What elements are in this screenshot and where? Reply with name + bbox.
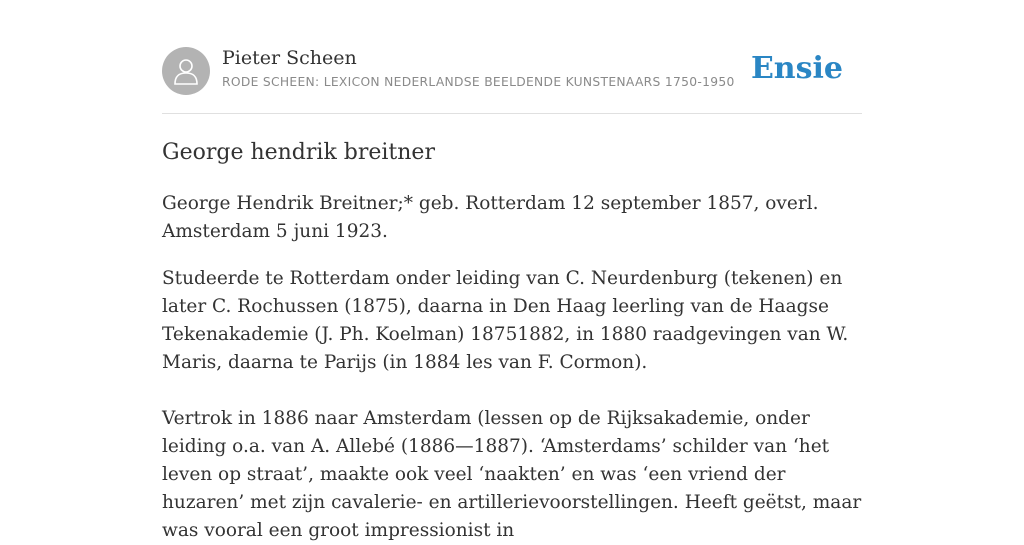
author-name[interactable]: Pieter Scheen [222, 47, 357, 69]
avatar[interactable] [162, 47, 210, 95]
user-silhouette-icon [172, 56, 200, 86]
header-divider [162, 113, 862, 114]
paragraph-intro: George Hendrik Breitner;* geb. Rotterdam 12 september 1857, overl. Amsterdam 5 juni 1923. [162, 193, 819, 242]
brand-logo[interactable]: Ensie [750, 51, 843, 86]
article-header [162, 47, 862, 97]
paragraph-career: Vertrok in 1886 naar Amsterdam (lessen op de Rijksakademie, onder leiding o.a. van A. Allebé (1886—1887). ‘Amsterdams’ schilder van ‘het leven op straat’, maakte ook veel ‘naakten’ en was ‘een vriend der huzaren’ met zijn cavalerie- en artillerievoorstellingen. Heeft geëtst, maar was vooral een groot impressionist in [162, 408, 862, 541]
source-title[interactable]: RODE SCHEEN: LEXICON NEDERLANDSE BEELDENDE KUNSTENAARS 1750-1950 [222, 75, 735, 89]
page-title: George hendrik breitner [162, 140, 435, 165]
article-page [162, 0, 862, 541]
paragraph-education: Studeerde te Rotterdam onder leiding van C. Neurdenburg (tekenen) en later C. Rochussen (1875), daarna in Den Haag leerling van de Haagse Tekenakademie (J. Ph. Koelman) 18751882, in 1880 raadgevingen van W. Maris, daarna te Parijs (in 1884 les van F. Cormon). [162, 268, 849, 373]
